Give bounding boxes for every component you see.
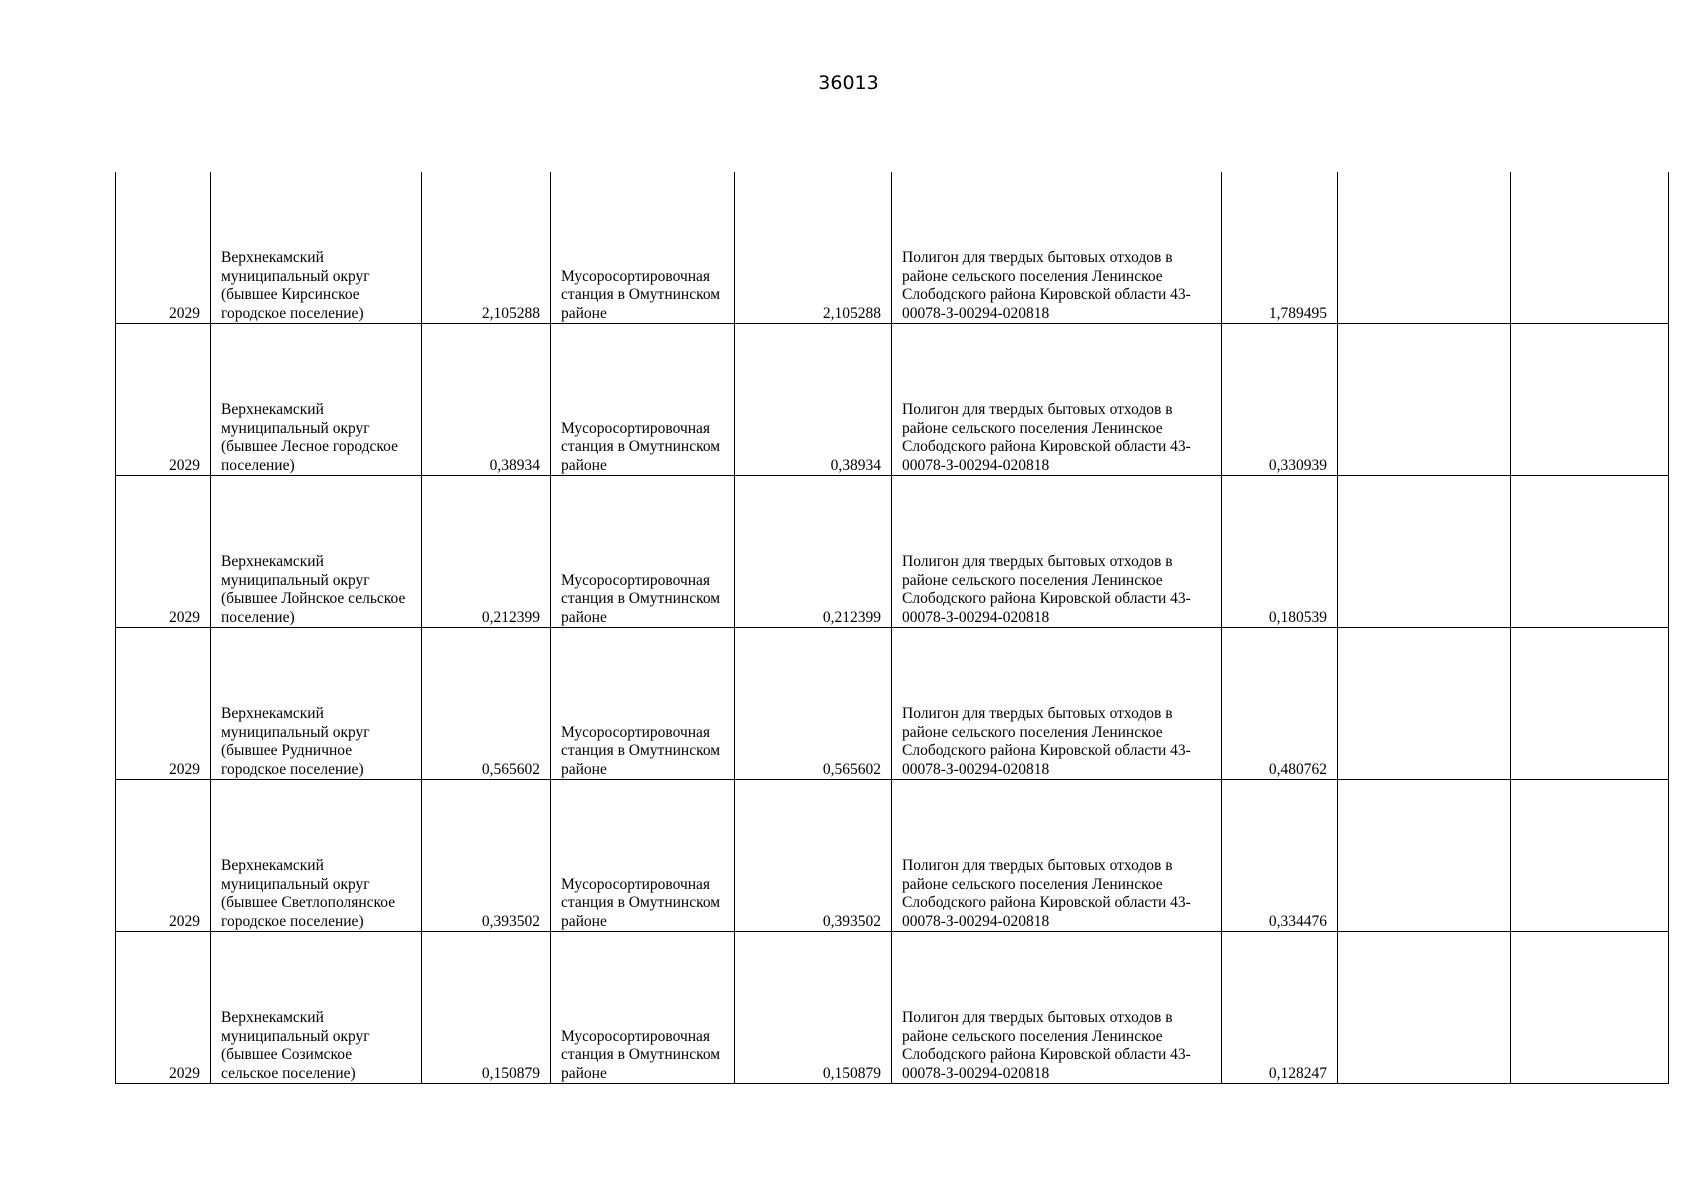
year-cell: 2029 — [116, 932, 211, 1084]
page-number: 36013 — [818, 72, 879, 94]
municipality-cell: Верхнекамский муниципальный округ (бывшее Кирсинское городское поселение) — [211, 172, 422, 324]
table-row — [116, 324, 1669, 476]
empty-cell — [1338, 476, 1511, 628]
facility-cell: Мусоросортировочная станция в Омутнинском районе — [551, 932, 735, 1084]
municipality-cell: Верхнекамский муниципальный округ (бывшее Лесное городское поселение) — [211, 324, 422, 476]
landfill-cell: Полигон для твердых бытовых отходов в районе сельского поселения Ленинское Слободского района Кировской области 43-00078-З-00294-020818 — [892, 324, 1222, 476]
table-row — [116, 628, 1669, 780]
year-cell: 2029 — [116, 324, 211, 476]
facility-cell: Мусоросортировочная станция в Омутнинском районе — [551, 172, 735, 324]
volume-cell: 0,565602 — [422, 628, 551, 780]
table-row — [116, 172, 1669, 324]
empty-cell — [1338, 932, 1511, 1084]
landfill-cell: Полигон для твердых бытовых отходов в районе сельского поселения Ленинское Слободского района Кировской области 43-00078-З-00294-020818 — [892, 628, 1222, 780]
volume-cell: 0,565602 — [735, 628, 892, 780]
volume-cell: 0,330939 — [1222, 324, 1338, 476]
landfill-cell: Полигон для твердых бытовых отходов в районе сельского поселения Ленинское Слободского района Кировской области 43-00078-З-00294-020818 — [892, 476, 1222, 628]
table-row — [116, 932, 1669, 1084]
empty-cell — [1338, 780, 1511, 932]
landfill-cell: Полигон для твердых бытовых отходов в районе сельского поселения Ленинское Слободского района Кировской области 43-00078-З-00294-020818 — [892, 932, 1222, 1084]
landfill-cell: Полигон для твердых бытовых отходов в районе сельского поселения Ленинское Слободского района Кировской области 43-00078-З-00294-020818 — [892, 780, 1222, 932]
volume-cell: 2,105288 — [735, 172, 892, 324]
facility-cell: Мусоросортировочная станция в Омутнинском районе — [551, 628, 735, 780]
municipality-cell: Верхнекамский муниципальный округ (бывшее Рудничное городское поселение) — [211, 628, 422, 780]
volume-cell: 0,480762 — [1222, 628, 1338, 780]
volume-cell: 2,105288 — [422, 172, 551, 324]
empty-cell — [1511, 172, 1669, 324]
facility-cell: Мусоросортировочная станция в Омутнинском районе — [551, 476, 735, 628]
empty-cell — [1511, 932, 1669, 1084]
volume-cell: 0,212399 — [735, 476, 892, 628]
facility-cell: Мусоросортировочная станция в Омутнинском районе — [551, 780, 735, 932]
landfill-cell: Полигон для твердых бытовых отходов в районе сельского поселения Ленинское Слободского района Кировской области 43-00078-З-00294-020818 — [892, 172, 1222, 324]
volume-cell: 0,334476 — [1222, 780, 1338, 932]
empty-cell — [1338, 172, 1511, 324]
year-cell: 2029 — [116, 780, 211, 932]
volume-cell: 0,38934 — [735, 324, 892, 476]
table-row — [116, 476, 1669, 628]
year-cell: 2029 — [116, 628, 211, 780]
empty-cell — [1511, 324, 1669, 476]
year-cell: 2029 — [116, 476, 211, 628]
empty-cell — [1511, 628, 1669, 780]
volume-cell: 0,150879 — [735, 932, 892, 1084]
volume-cell: 0,150879 — [422, 932, 551, 1084]
volume-cell: 0,180539 — [1222, 476, 1338, 628]
empty-cell — [1338, 324, 1511, 476]
municipality-cell: Верхнекамский муниципальный округ (бывшее Светлополянское городское поселение) — [211, 780, 422, 932]
volume-cell: 0,212399 — [422, 476, 551, 628]
volume-cell: 0,393502 — [422, 780, 551, 932]
waste-flow-table — [115, 172, 1669, 1084]
municipality-cell: Верхнекамский муниципальный округ (бывшее Лойнское сельское поселение) — [211, 476, 422, 628]
year-cell: 2029 — [116, 172, 211, 324]
volume-cell: 0,393502 — [735, 780, 892, 932]
table-row — [116, 780, 1669, 932]
empty-cell — [1338, 628, 1511, 780]
municipality-cell: Верхнекамский муниципальный округ (бывшее Созимское сельское поселение) — [211, 932, 422, 1084]
facility-cell: Мусоросортировочная станция в Омутнинском районе — [551, 324, 735, 476]
empty-cell — [1511, 476, 1669, 628]
empty-cell — [1511, 780, 1669, 932]
volume-cell: 0,128247 — [1222, 932, 1338, 1084]
volume-cell: 0,38934 — [422, 324, 551, 476]
volume-cell: 1,789495 — [1222, 172, 1338, 324]
